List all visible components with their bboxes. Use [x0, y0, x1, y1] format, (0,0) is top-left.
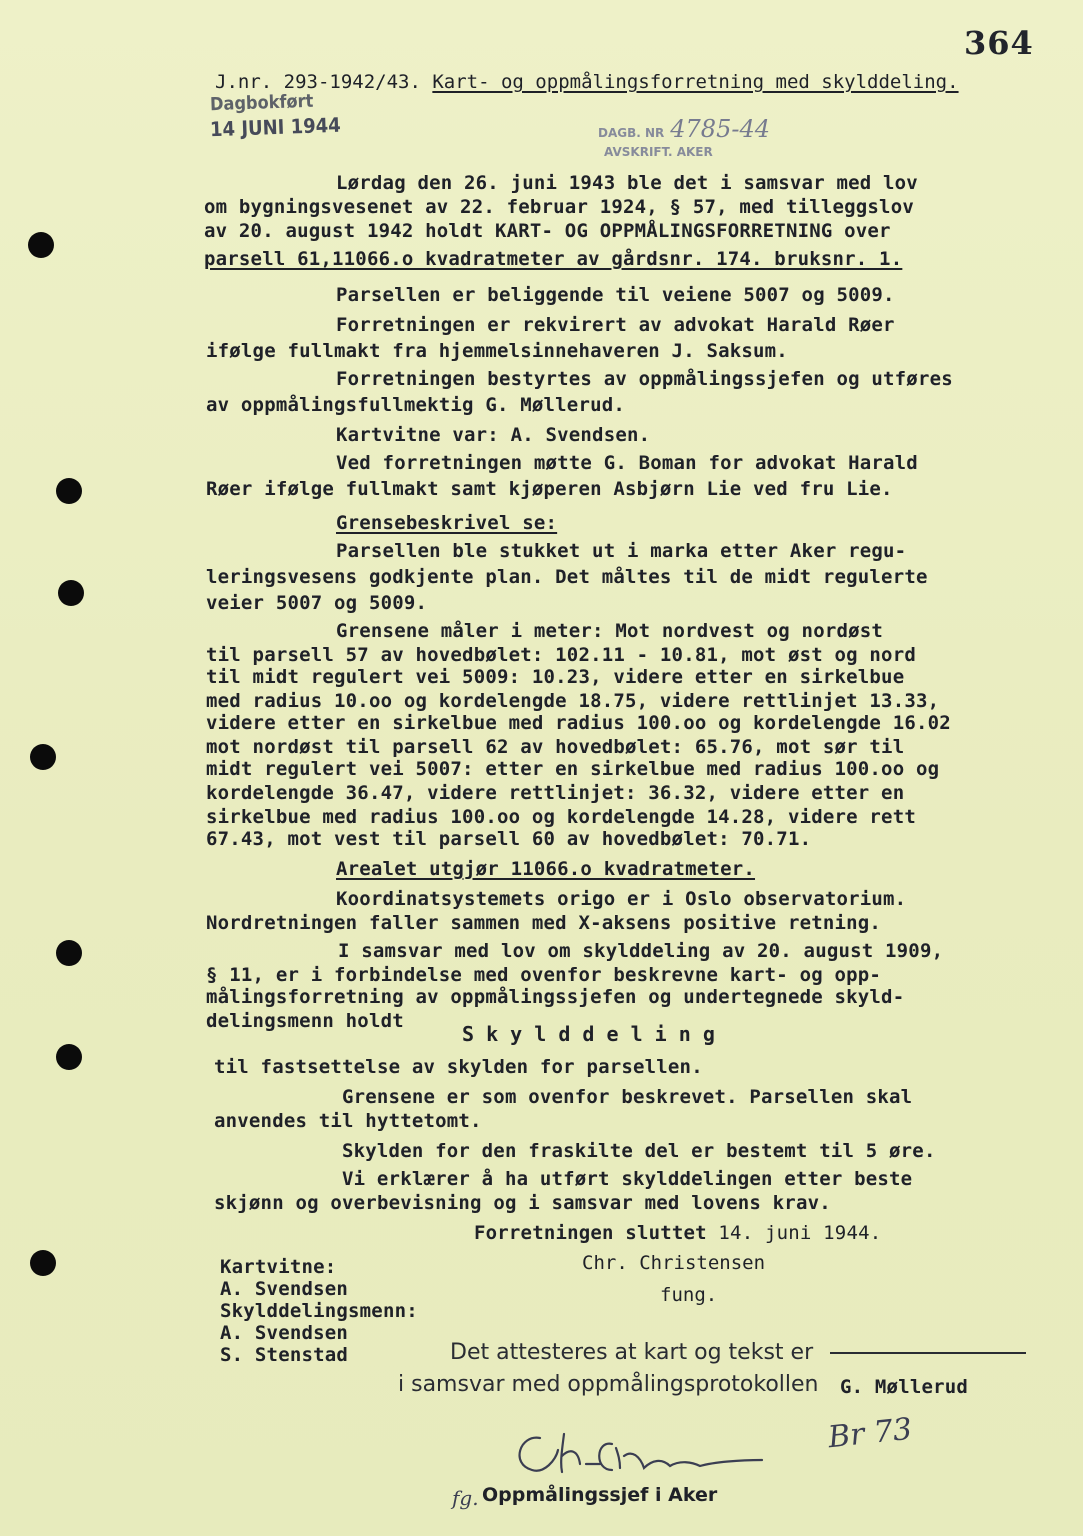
- document-title: Kart- og oppmålingsforretning med skylddeling.: [432, 71, 959, 93]
- body-line: Vi erklærer å ha utført skylddelingen etter beste: [342, 1168, 913, 1190]
- chief-name: Chr. Christensen: [582, 1252, 766, 1274]
- attestation-line-2: i samsvar med oppmålingsprotokollen: [398, 1372, 819, 1397]
- body-line: Forretningen er rekvirert av advokat Harald Røer: [336, 314, 895, 336]
- office-title: Oppmålingssjef i Aker: [482, 1484, 718, 1506]
- body-line: Parsellen ble stukket ut i marka etter Aker regu-: [336, 540, 907, 562]
- witness-line: A. Svendsen: [220, 1322, 349, 1344]
- handwritten-initials: Br 73: [826, 1411, 914, 1456]
- body-line: Lørdag den 26. juni 1943 ble det i samsvar med lov: [336, 172, 918, 194]
- body-line: skjønn og overbevisning og i samsvar med lovens krav.: [214, 1192, 831, 1214]
- attestation-signer: G. Møllerud: [840, 1376, 969, 1398]
- binder-hole-1: [28, 232, 54, 258]
- body-line: § 11, er i forbindelse med ovenfor beskrevne kart- og opp-: [206, 964, 882, 986]
- body-line: Grensene måler i meter: Mot nordvest og nordøst: [336, 620, 884, 642]
- attestation-rule: [830, 1352, 1026, 1354]
- area-total: Arealet utgjør 11066.o kvadratmeter.: [336, 858, 756, 880]
- closing-line: [474, 1222, 881, 1244]
- page-number: 364: [964, 24, 1034, 62]
- binder-hole-3: [58, 580, 84, 606]
- closing-prefix: Forretningen sluttet: [474, 1222, 707, 1244]
- body-line: Grensene er som ovenfor beskrevet. Parsellen skal: [342, 1086, 913, 1108]
- body-line: til midt regulert vei 5009: 10.23, videre etter en sirkelbue: [206, 666, 905, 688]
- body-line: Ved forretningen møtte G. Boman for advokat Harald: [336, 452, 918, 474]
- body-line: sirkelbue med radius 100.oo og kordelengde 14.28, videre rett: [206, 806, 916, 828]
- stamp-avskrift: AVSKRIFT. AKER: [604, 145, 713, 159]
- body-line: videre etter en sirkelbue med radius 100.oo og kordelengde 16.02: [206, 712, 951, 734]
- attestation-line-1: Det attesteres at kart og tekst er: [450, 1340, 814, 1365]
- witness-line: Kartvitne:: [220, 1256, 337, 1278]
- body-line: anvendes til hyttetomt.: [214, 1110, 482, 1132]
- body-line: midt regulert vei 5007: etter en sirkelbue med radius 100.oo og: [206, 758, 940, 780]
- body-line: Røer ifølge fullmakt samt kjøperen Asbjørn Lie ved fru Lie.: [206, 478, 893, 500]
- stamp-date: 14 JUNI 1944: [209, 112, 342, 142]
- body-line: kordelengde 36.47, videre rettlinjet: 36.32, videre etter en: [206, 782, 905, 804]
- chief-role: fung.: [660, 1284, 718, 1306]
- stamp-dagb-number: 4785-44: [670, 115, 770, 143]
- witness-line: A. Svendsen: [220, 1278, 349, 1300]
- body-line: Forretningen bestyrtes av oppmålingssjefen og utføres: [336, 368, 953, 390]
- binder-hole-7: [30, 1250, 56, 1276]
- fung-prefix: fg.: [452, 1486, 479, 1510]
- handwritten-signature: [500, 1420, 780, 1490]
- body-line: veier 5007 og 5009.: [206, 592, 428, 614]
- body-line: delingsmenn holdt: [206, 1010, 404, 1032]
- registration-stamp: [209, 90, 342, 142]
- body-line: I samsvar med lov om skylddeling av 20. august 1909,: [338, 940, 944, 962]
- body-line: leringsvesens godkjente plan. Det måltes til de midt regulerte: [206, 566, 928, 588]
- body-line: Skylden for den fraskilte del er bestemt til 5 øre.: [342, 1140, 936, 1162]
- journal-number: J.nr. 293-1942/43.: [215, 71, 421, 93]
- body-line: Parsellen er beliggende til veiene 5007 og 5009.: [336, 284, 895, 306]
- binder-hole-4: [30, 744, 56, 770]
- body-line: 67.43, mot vest til parsell 60 av hovedbølet: 70.71.: [206, 828, 812, 850]
- body-line: til parsell 57 av hovedbølet: 102.11 - 10.81, mot øst og nord: [206, 644, 916, 666]
- witness-line: Skylddelingsmenn:: [220, 1300, 418, 1322]
- body-line: Kartvitne var: A. Svendsen.: [336, 424, 651, 446]
- binder-hole-2: [56, 478, 82, 504]
- body-line: til fastsettelse av skylden for parsellen.: [214, 1056, 703, 1078]
- stamp-dagbokfort: Dagbokført: [209, 90, 314, 116]
- closing-date: 14. juni 1944.: [718, 1222, 882, 1244]
- section-heading-skylddeling: S k y l d d e l i n g: [462, 1022, 715, 1046]
- stamp-dagb-label: DAGB. NR: [598, 126, 665, 140]
- body-line: om bygningsvesenet av 22. februar 1924, § 57, med tilleggslov: [204, 196, 914, 218]
- body-line: målingsforretning av oppmålingssjefen og undertegnede skyld-: [206, 986, 905, 1008]
- body-line: av oppmålingsfullmektig G. Møllerud.: [206, 394, 626, 416]
- section-heading-grensebeskrivelse: Grensebeskrivel se:: [336, 512, 558, 534]
- body-line: av 20. august 1942 holdt KART- OG OPPMÅLINGSFORRETNING over: [204, 220, 891, 242]
- body-line: Nordretningen faller sammen med X-aksens positive retning.: [206, 912, 882, 934]
- witness-line: S. Stenstad: [220, 1344, 349, 1366]
- binder-hole-5: [56, 940, 82, 966]
- binder-hole-6: [56, 1044, 82, 1070]
- body-line: med radius 10.oo og kordelengde 18.75, videre rettlinjet 13.33,: [206, 690, 940, 712]
- body-line: ifølge fullmakt fra hjemmelsinnehaveren J. Saksum.: [206, 340, 788, 362]
- dagb-stamp: [598, 115, 770, 159]
- body-line: Koordinatsystemets origo er i Oslo observatorium.: [336, 888, 907, 910]
- body-line: mot nordøst til parsell 62 av hovedbølet: 65.76, mot sør til: [206, 736, 905, 758]
- body-line: parsell 61,11066.o kvadratmeter av gårdsnr. 174. bruksnr. 1.: [204, 248, 903, 270]
